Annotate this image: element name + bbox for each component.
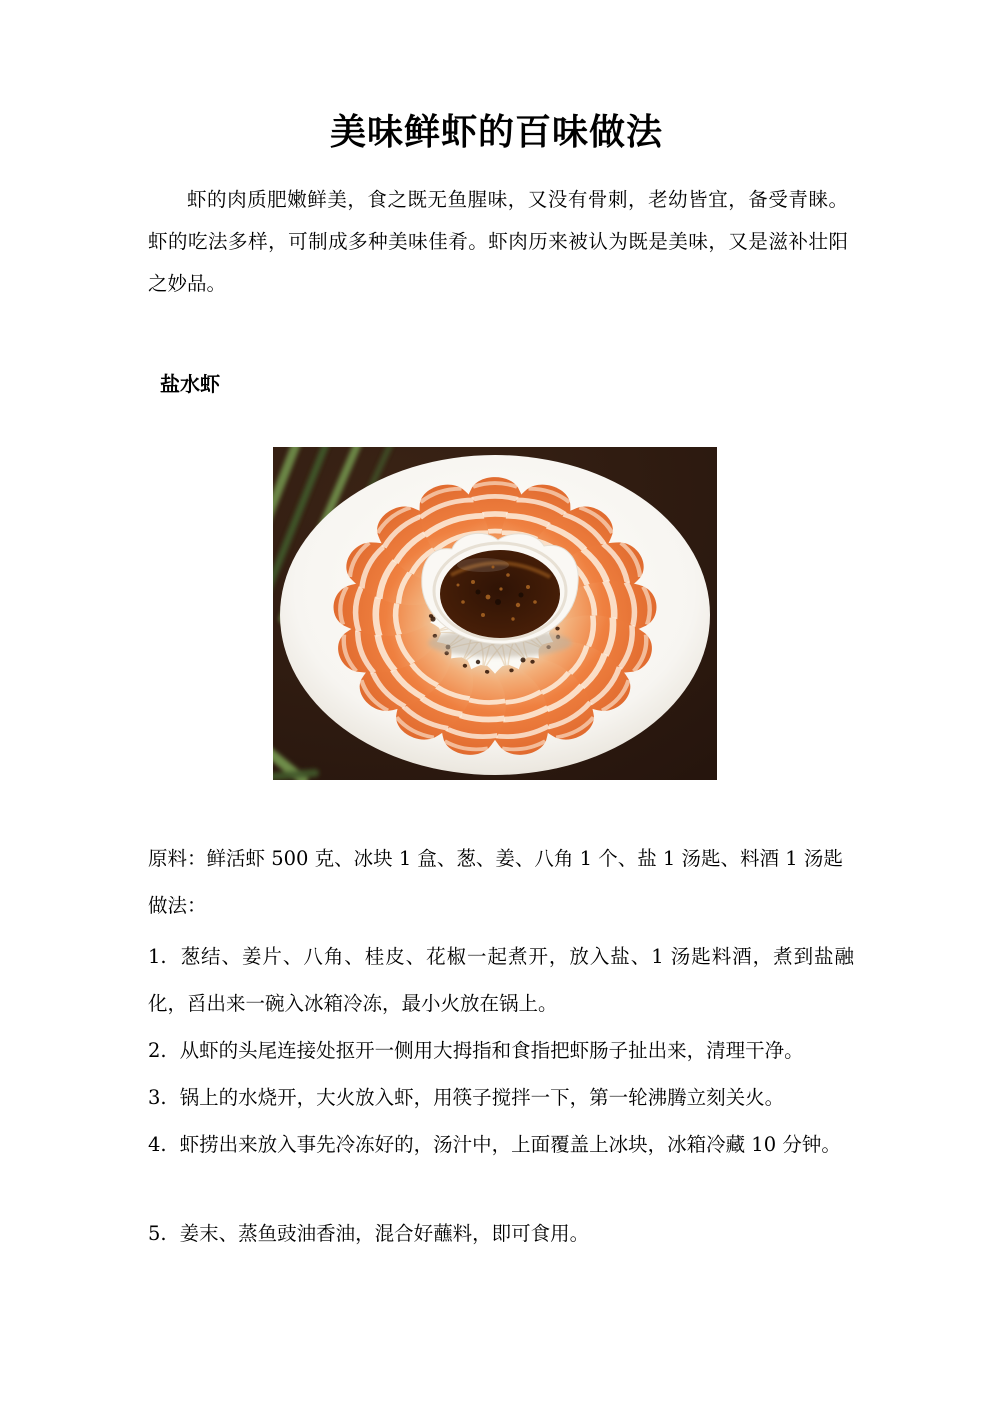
step-text: 从虾的头尾连接处抠开一侧用大拇指和食指把虾肠子扯出来，清理干净。 [179,1039,804,1062]
shrimp-plate-illustration [273,447,717,780]
step-number: 3. [148,1086,167,1109]
step-item [148,1027,854,1074]
step-number: 5. [148,1222,167,1245]
page-title: 美味鲜虾的百味做法 [329,111,663,153]
method-label: 做法： [148,894,207,917]
ingredients-line: 原料：鲜活虾 500 克、冰块 1 盒、葱、姜、八角 1 个、盐 1 汤匙、料酒 1 汤匙 [148,847,843,870]
step-item [148,1121,854,1168]
intro-paragraph: 虾的肉质肥嫩鲜美，食之既无鱼腥味，又没有骨刺，老幼皆宜，备受青睐。虾的吃法多样，可制成多种美味佳肴。虾肉历来被认为既是美味，又是滋补壮阳之妙品。 [148,188,848,295]
step-text: 葱结、姜片、八角、桂皮、花椒一起煮开，放入盐、1 汤匙料酒，煮到盐融化，舀出来一碗入冰箱冷冻，最小火放在锅上。 [148,945,854,1015]
recipe-photo [273,447,717,780]
step-number: 4. [148,1133,167,1156]
step-number: 1. [148,945,167,968]
step-item [148,1210,854,1257]
section-heading: 盐水虾 [160,372,220,396]
step-item [148,933,854,1027]
step-item [148,1074,854,1121]
step-text: 姜末、蒸鱼豉油香油，混合好蘸料，即可食用。 [179,1222,590,1245]
steps-list [148,933,854,1257]
step-text: 锅上的水烧开，大火放入虾，用筷子搅拌一下，第一轮沸腾立刻关火。 [179,1086,785,1109]
step-number: 2. [148,1039,167,1062]
step-text: 虾捞出来放入事先冷冻好的，汤汁中，上面覆盖上冰块，冰箱冷藏 10 分钟。 [179,1133,841,1156]
